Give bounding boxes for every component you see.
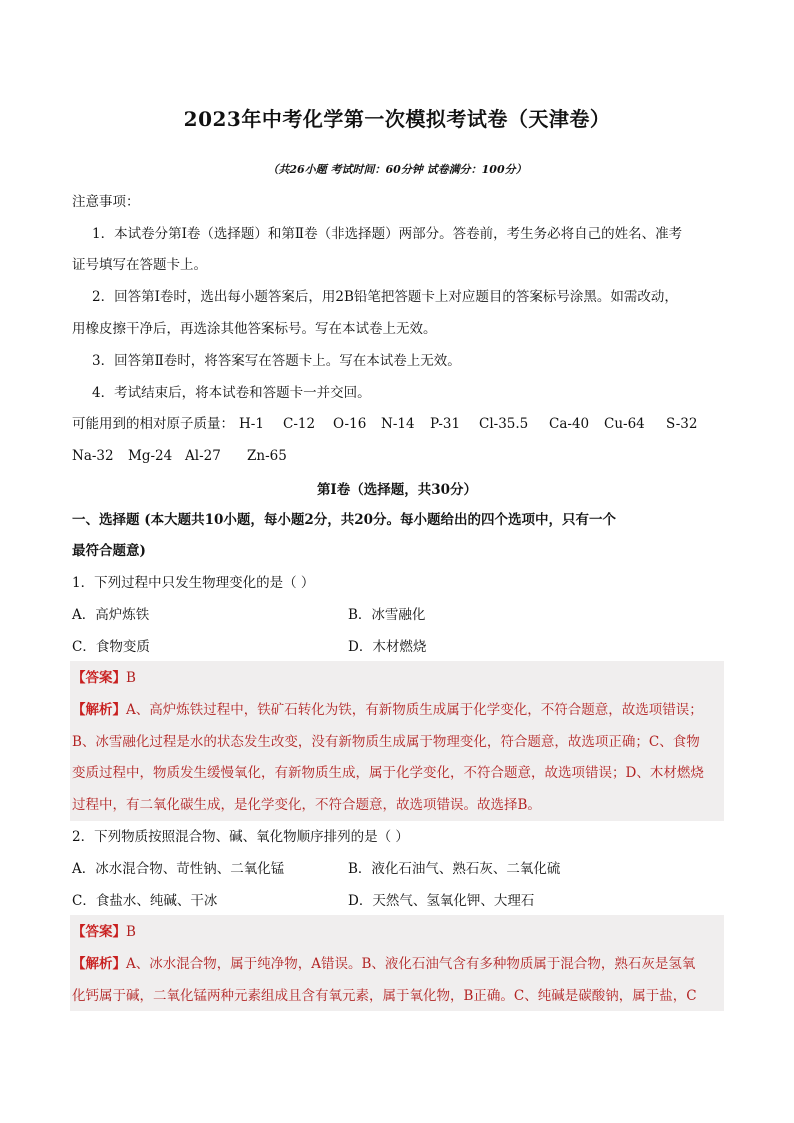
answer-value: B (126, 924, 136, 940)
question-2-option-b: B．液化石油气、熟石灰、二氧化硫 (348, 861, 561, 877)
question-1-analysis-line (72, 700, 703, 720)
question-2-option-d: D．天然气、氢氧化钾、大理石 (348, 893, 535, 909)
analysis-text: A、冰水混合物，属于纯净物，A错误。B、液化石油气含有多种物质属于混合物，熟石灰是氢氧 (126, 956, 696, 972)
atomic-mass-label: 可能用到的相对原子质量： (72, 416, 234, 432)
atomic-mass: Zn-65 (247, 448, 287, 464)
atomic-mass: N-14 (381, 416, 415, 432)
atomic-mass: O-16 (333, 416, 367, 432)
part-instructions-b: 最符合题意) (72, 543, 146, 559)
note-1a: 1．本试卷分第Ⅰ卷（选择题）和第Ⅱ卷（非选择题）两部分。答卷前，考生务必将自己的姓名、准考 (92, 226, 683, 242)
question-1-option-b: B．冰雪融化 (348, 607, 426, 623)
analysis-text: A、高炉炼铁过程中，铁矿石转化为铁，有新物质生成属于化学变化，不符合题意，故选项错误； (126, 702, 703, 718)
page-title: 2023年中考化学第一次模拟考试卷（天津卷） (183, 107, 611, 131)
part-instructions-a: 一、选择题 (本大题共10小题，每小题2分，共20分。每小题给出的四个选项中，只有一个 (72, 512, 617, 528)
question-1-option-d: D．木材燃烧 (348, 639, 427, 655)
question-1-answer (72, 668, 136, 688)
section-heading: 第Ⅰ卷（选择题，共30分） (316, 482, 478, 498)
question-1-analysis-line: 变质过程中，物质发生缓慢氧化，有新物质生成，属于化学变化，不符合题意，故选项错误；D、木材燃烧 (72, 765, 704, 781)
atomic-mass: Al-27 (185, 448, 221, 464)
exam-info: （共26小题 考试时间：60分钟 试卷满分：100分） (267, 163, 527, 176)
question-1-option-c: C．食物变质 (72, 639, 150, 655)
answer-tag: 【答案】 (72, 924, 126, 940)
question-2-option-a: A．冰水混合物、苛性钠、二氧化锰 (72, 861, 285, 877)
atomic-mass: S-32 (666, 416, 698, 432)
note-3: 3．回答第Ⅱ卷时，将答案写在答题卡上。写在本试卷上无效。 (92, 353, 461, 369)
question-1-option-a: A．高炉炼铁 (72, 607, 150, 623)
atomic-mass-row-2 (72, 446, 372, 466)
note-2b: 用橡皮擦干净后，再选涂其他答案标号。写在本试卷上无效。 (72, 321, 437, 337)
question-2-answer (72, 922, 136, 942)
question-2-analysis-line (72, 954, 695, 974)
answer-tag: 【答案】 (72, 670, 126, 686)
question-1-stem: 1．下列过程中只发生物理变化的是（ ） (72, 575, 315, 591)
atomic-mass: Mg-24 (128, 448, 173, 464)
note-1b: 证号填写在答题卡上。 (72, 257, 207, 273)
atomic-mass: P-31 (430, 416, 461, 432)
note-4: 4．考试结束后，将本试卷和答题卡一并交回。 (92, 385, 371, 401)
atomic-mass: Ca-40 (549, 416, 590, 432)
note-2a: 2．回答第Ⅰ卷时，选出每小题答案后，用2B铅笔把答题卡上对应题目的答案标号涂黑。如需改动， (92, 289, 678, 305)
question-1-analysis-line: 过程中，有二氧化碳生成，是化学变化，不符合题意，故选项错误。故选择B。 (72, 797, 541, 813)
atomic-mass: Cl-35.5 (479, 416, 529, 432)
question-2-analysis-line: 化钙属于碱，二氧化锰两种元素组成且含有氧元素，属于氧化物，B正确。C、纯碱是碳酸钠，属于盐，C (72, 988, 697, 1004)
atomic-mass: Na-32 (72, 448, 114, 464)
atomic-mass: C-12 (283, 416, 316, 432)
atomic-mass: Cu-64 (604, 416, 645, 432)
answer-value: B (126, 670, 136, 686)
analysis-tag: 【解析】 (72, 702, 126, 718)
question-2-option-c: C．食盐水、纯碱、干冰 (72, 893, 218, 909)
question-2-stem: 2．下列物质按照混合物、碱、氧化物顺序排列的是（ ） (72, 829, 409, 845)
atomic-mass: H-1 (239, 416, 264, 432)
atomic-mass-row-1 (72, 414, 732, 434)
analysis-tag: 【解析】 (72, 956, 126, 972)
notes-heading: 注意事项： (72, 194, 140, 210)
question-1-analysis-line: B、冰雪融化过程是水的状态发生改变，没有新物质生成属于物理变化，符合题意，故选项正确；C、食物 (72, 734, 700, 750)
